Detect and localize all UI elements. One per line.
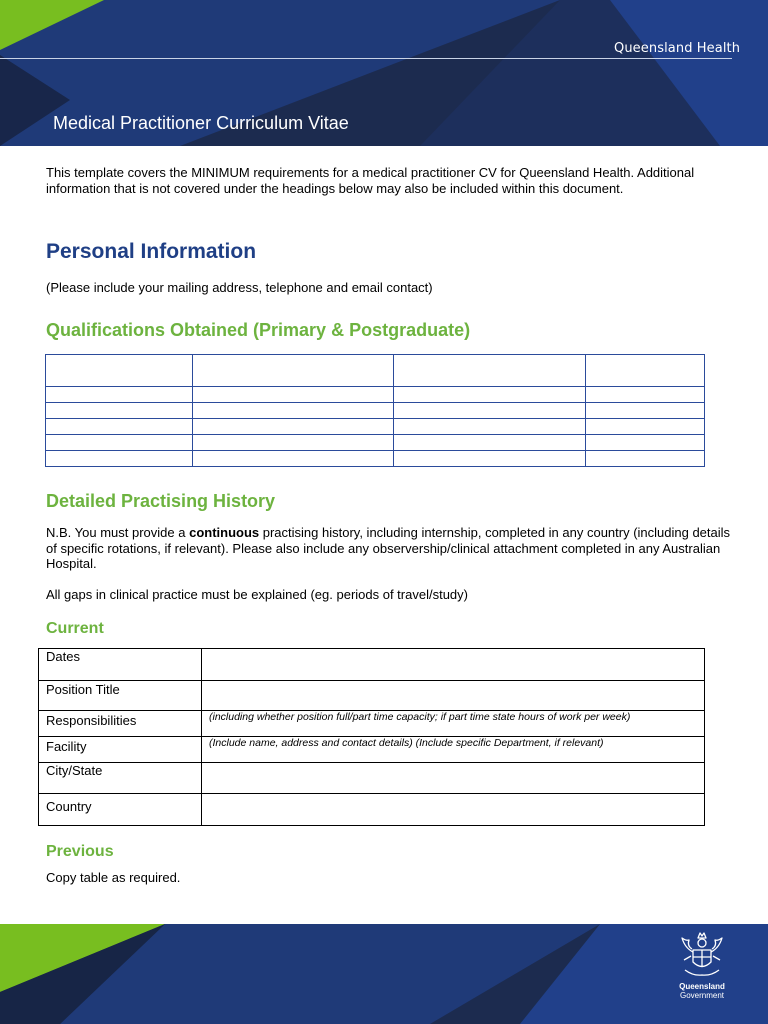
table-cell[interactable] xyxy=(394,403,586,419)
row-label: Responsibilities xyxy=(39,711,202,737)
table-row xyxy=(39,649,705,681)
row-value-field[interactable] xyxy=(202,763,705,794)
queensland-crest-icon xyxy=(673,930,731,980)
header-banner xyxy=(0,0,768,146)
history-note-end: practising history, including internship, completed in any country (including details of specific rotations, if relevant). Please also include any observership/clinical attachment completed in any Australian Hospital. xyxy=(46,525,731,572)
table-cell[interactable] xyxy=(193,419,394,435)
history-note xyxy=(46,525,736,572)
row-label: Position Title xyxy=(39,681,202,711)
table-cell[interactable] xyxy=(46,451,193,467)
row-value-field[interactable]: (including whether position full/part time capacity; if part time state hours of work per week) xyxy=(202,711,705,737)
table-cell[interactable] xyxy=(394,451,586,467)
table-row xyxy=(46,419,705,435)
previous-note: Copy table as required. xyxy=(46,870,181,885)
intro-paragraph: This template covers the MINIMUM requirements for a medical practitioner CV for Queensland Health. Additional information that is not covered under the headings below may also be included within this document. xyxy=(46,165,695,196)
row-label: Dates xyxy=(39,649,202,681)
table-row xyxy=(46,387,705,403)
previous-heading: Previous xyxy=(46,843,114,860)
header-divider xyxy=(0,58,732,59)
table-cell[interactable] xyxy=(394,355,586,387)
personal-information-note: (Please include your mailing address, telephone and email contact) xyxy=(46,280,433,295)
row-label: Facility xyxy=(39,737,202,763)
row-value-field[interactable] xyxy=(202,681,705,711)
table-row xyxy=(39,794,705,826)
row-label: Country xyxy=(39,794,202,826)
table-cell[interactable] xyxy=(46,403,193,419)
table-cell[interactable] xyxy=(193,387,394,403)
current-position-table xyxy=(38,648,705,826)
table-row xyxy=(39,711,705,737)
table-row xyxy=(39,681,705,711)
history-note-emphasis: continuous xyxy=(189,525,260,540)
practising-history-heading: Detailed Practising History xyxy=(46,491,276,511)
gaps-note: All gaps in clinical practice must be explained (eg. periods of travel/study) xyxy=(46,587,468,602)
brand-name: Queensland Health xyxy=(614,41,741,56)
table-cell[interactable] xyxy=(193,403,394,419)
table-cell[interactable] xyxy=(586,387,705,403)
footer-banner xyxy=(0,924,768,1024)
table-cell[interactable] xyxy=(46,419,193,435)
table-row xyxy=(39,763,705,794)
table-cell[interactable] xyxy=(193,451,394,467)
history-note-start: N.B. You must provide a xyxy=(46,525,190,540)
table-row xyxy=(46,435,705,451)
table-row xyxy=(46,403,705,419)
table-row xyxy=(46,451,705,467)
row-value-field[interactable]: (Include name, address and contact details) (Include specific Department, if relevant) xyxy=(202,737,705,763)
table-cell[interactable] xyxy=(193,435,394,451)
table-cell[interactable] xyxy=(586,419,705,435)
table-cell[interactable] xyxy=(193,355,394,387)
table-cell[interactable] xyxy=(394,435,586,451)
table-cell[interactable] xyxy=(46,435,193,451)
current-heading: Current xyxy=(46,620,104,637)
table-cell[interactable] xyxy=(586,435,705,451)
table-cell[interactable] xyxy=(586,403,705,419)
table-cell[interactable] xyxy=(46,355,193,387)
qualifications-heading: Qualifications Obtained (Primary & Postgraduate) xyxy=(46,320,471,340)
row-label: City/State xyxy=(39,763,202,794)
logo-line-1: Queensland xyxy=(679,982,725,991)
table-row xyxy=(39,737,705,763)
government-logo-text xyxy=(666,982,738,1000)
footer-background-graphic xyxy=(0,924,768,1024)
table-cell[interactable] xyxy=(586,451,705,467)
row-value-field[interactable] xyxy=(202,649,705,681)
table-cell[interactable] xyxy=(46,387,193,403)
table-header-row xyxy=(46,355,705,387)
table-cell[interactable] xyxy=(394,387,586,403)
table-cell[interactable] xyxy=(394,419,586,435)
personal-information-heading: Personal Information xyxy=(46,240,257,263)
document-title: Medical Practitioner Curriculum Vitae xyxy=(53,113,349,133)
qualifications-table xyxy=(45,354,705,467)
table-cell[interactable] xyxy=(586,355,705,387)
row-value-field[interactable] xyxy=(202,794,705,826)
logo-line-2: Government xyxy=(679,991,725,1000)
